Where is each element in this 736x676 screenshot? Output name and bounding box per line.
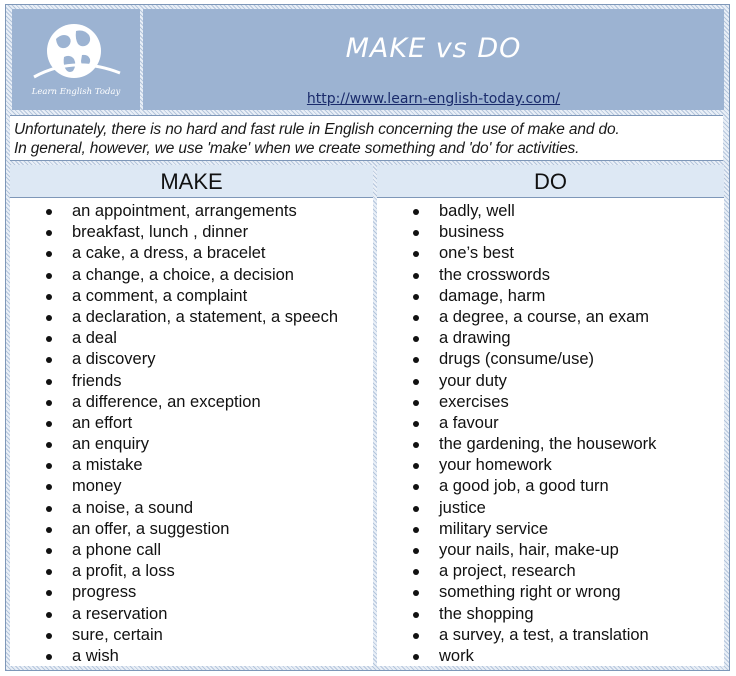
do-item-text: military service — [439, 519, 549, 538]
bullet-icon — [413, 294, 419, 300]
make-list-item — [10, 222, 373, 243]
make-item-text: friends — [72, 371, 122, 390]
bullet-icon — [46, 251, 52, 257]
do-list-item — [377, 455, 724, 476]
do-list — [377, 198, 724, 667]
make-item-text: a difference, an exception — [72, 392, 261, 411]
globe-icon — [30, 17, 122, 89]
make-item-text: a cake, a dress, a bracelet — [72, 244, 266, 263]
make-item-text: an offer, a suggestion — [72, 519, 230, 538]
do-item-text: exercises — [439, 392, 509, 411]
do-item-text: your homework — [439, 456, 552, 475]
make-item-text: a wish — [72, 646, 119, 665]
bullet-icon — [46, 484, 52, 490]
bullet-icon — [413, 273, 419, 279]
make-item-text: a reservation — [72, 604, 168, 623]
page-title: MAKE vs DO — [345, 33, 522, 64]
do-item-text: your nails, hair, make-up — [439, 541, 619, 559]
make-list-item — [10, 371, 373, 392]
make-item-text: breakfast, lunch , dinner — [72, 223, 249, 242]
make-item-text: an effort — [72, 413, 133, 432]
bullet-icon — [46, 506, 52, 512]
do-list-item — [377, 413, 724, 434]
bullet-icon — [46, 230, 52, 236]
bullet-icon — [46, 400, 52, 406]
intro-line-1: Unfortunately, there is no hard and fast rule in English concerning the use of make and do. — [14, 121, 620, 138]
make-list-item — [10, 646, 373, 667]
make-item-text: a noise, a sound — [72, 498, 194, 517]
make-list-item — [10, 392, 373, 413]
make-column — [10, 198, 373, 666]
bullet-icon — [46, 209, 52, 215]
do-item-text: the crosswords — [439, 265, 550, 284]
do-column — [377, 198, 724, 666]
make-list-item — [10, 582, 373, 603]
make-list-item — [10, 540, 373, 561]
bullet-icon — [46, 654, 52, 660]
make-item-text: a change, a choice, a decision — [72, 265, 294, 284]
do-list-item — [377, 434, 724, 455]
bullet-icon — [413, 357, 419, 363]
bullet-icon — [413, 442, 419, 448]
make-item-text: sure, certain — [72, 625, 163, 644]
bullet-icon — [413, 379, 419, 385]
do-item-text: a survey, a test, a translation — [439, 625, 649, 644]
bullet-icon — [413, 463, 419, 469]
do-list-item — [377, 286, 724, 307]
header — [6, 5, 729, 115]
do-item-text: your duty — [439, 371, 507, 390]
do-item-text: the gardening, the housework — [439, 435, 657, 454]
make-list-item — [10, 413, 373, 434]
make-item-text: a declaration, a statement, a speech — [72, 307, 338, 326]
bullet-icon — [46, 633, 52, 639]
do-item-text: drugs (consume/use) — [439, 350, 594, 369]
do-item-text: business — [439, 223, 505, 242]
do-item-text: one’s best — [439, 244, 514, 263]
bullet-icon — [46, 463, 52, 469]
make-list-item — [10, 625, 373, 646]
make-list-item — [10, 604, 373, 625]
make-item-text: progress — [72, 583, 137, 602]
do-list-item — [377, 328, 724, 349]
make-list-item — [10, 243, 373, 264]
make-list-item — [10, 265, 373, 286]
make-list-item — [10, 498, 373, 519]
do-list-item — [377, 349, 724, 370]
do-list-item — [377, 561, 724, 582]
do-heading: DO — [377, 165, 724, 198]
bullet-icon — [46, 273, 52, 279]
do-list-item — [377, 519, 724, 540]
bullet-icon — [46, 315, 52, 321]
bullet-icon — [46, 379, 52, 385]
do-item-text: a project, research — [439, 562, 576, 581]
bullet-icon — [413, 400, 419, 406]
bullet-icon — [413, 230, 419, 236]
do-list-item — [377, 201, 724, 222]
bullet-icon — [46, 421, 52, 427]
do-item-text: justice — [439, 498, 486, 517]
make-vs-do-sheet — [5, 4, 730, 671]
bullet-icon — [413, 315, 419, 321]
make-item-text: a comment, a complaint — [72, 286, 248, 305]
make-list-item — [10, 328, 373, 349]
bullet-icon — [413, 569, 419, 575]
do-list-item — [377, 498, 724, 519]
make-list-item — [10, 519, 373, 540]
make-item-text: an appointment, arrangements — [72, 202, 297, 220]
bullet-icon — [413, 612, 419, 618]
bullet-icon — [46, 569, 52, 575]
bullet-icon — [46, 357, 52, 363]
bullet-icon — [413, 506, 419, 512]
do-item-text: a favour — [439, 413, 499, 432]
make-list-item — [10, 307, 373, 328]
make-list-item — [10, 201, 373, 222]
bullet-icon — [413, 590, 419, 596]
make-item-text: an enquiry — [72, 435, 150, 454]
do-list-item — [377, 222, 724, 243]
bullet-icon — [413, 633, 419, 639]
bullet-icon — [413, 527, 419, 533]
do-item-text: damage, harm — [439, 286, 546, 305]
make-item-text: a deal — [72, 329, 117, 348]
bullet-icon — [46, 590, 52, 596]
do-list-item — [377, 243, 724, 264]
bullet-icon — [46, 442, 52, 448]
logo-text: Learn English Today — [31, 87, 121, 97]
make-heading: MAKE — [10, 165, 373, 198]
do-list-item — [377, 371, 724, 392]
do-list-item — [377, 625, 724, 646]
make-item-text: money — [72, 477, 122, 496]
make-list-item — [10, 476, 373, 497]
intro-text — [10, 115, 723, 161]
bullet-icon — [413, 484, 419, 490]
make-item-text: a mistake — [72, 456, 143, 475]
bullet-icon — [413, 251, 419, 257]
bullet-icon — [46, 336, 52, 342]
make-list-item — [10, 349, 373, 370]
do-list-item — [377, 646, 724, 667]
bullet-icon — [413, 209, 419, 215]
bullet-icon — [413, 548, 419, 554]
bullet-icon — [46, 527, 52, 533]
do-item-text: a good job, a good turn — [439, 477, 609, 496]
make-item-text: a discovery — [72, 350, 156, 369]
do-list-item — [377, 265, 724, 286]
do-list-item — [377, 307, 724, 328]
make-list-item — [10, 434, 373, 455]
intro-line-2: In general, however, we use 'make' when we create something and 'do' for activities. — [14, 140, 580, 157]
bullet-icon — [413, 421, 419, 427]
make-list-item — [10, 455, 373, 476]
do-item-text: a drawing — [439, 329, 511, 348]
make-list — [10, 198, 373, 667]
website-link[interactable]: http://www.learn-english-today.com/ — [306, 91, 561, 107]
make-item-text: a profit, a loss — [72, 562, 175, 581]
do-list-item — [377, 604, 724, 625]
make-list-item — [10, 561, 373, 582]
bullet-icon — [413, 654, 419, 660]
bullet-icon — [46, 548, 52, 554]
do-list-item — [377, 476, 724, 497]
do-list-item — [377, 392, 724, 413]
bullet-icon — [46, 294, 52, 300]
make-item-text: a phone call — [72, 541, 161, 559]
do-item-text: badly, well — [439, 202, 515, 220]
do-list-item — [377, 540, 724, 561]
bullet-icon — [413, 336, 419, 342]
make-list-item — [10, 286, 373, 307]
do-item-text: a degree, a course, an exam — [439, 307, 650, 326]
do-item-text: the shopping — [439, 604, 534, 623]
do-item-text: work — [439, 646, 474, 665]
do-list-item — [377, 582, 724, 603]
do-item-text: something right or wrong — [439, 583, 621, 602]
logo — [12, 9, 140, 110]
bullet-icon — [46, 612, 52, 618]
title-banner — [143, 9, 724, 110]
